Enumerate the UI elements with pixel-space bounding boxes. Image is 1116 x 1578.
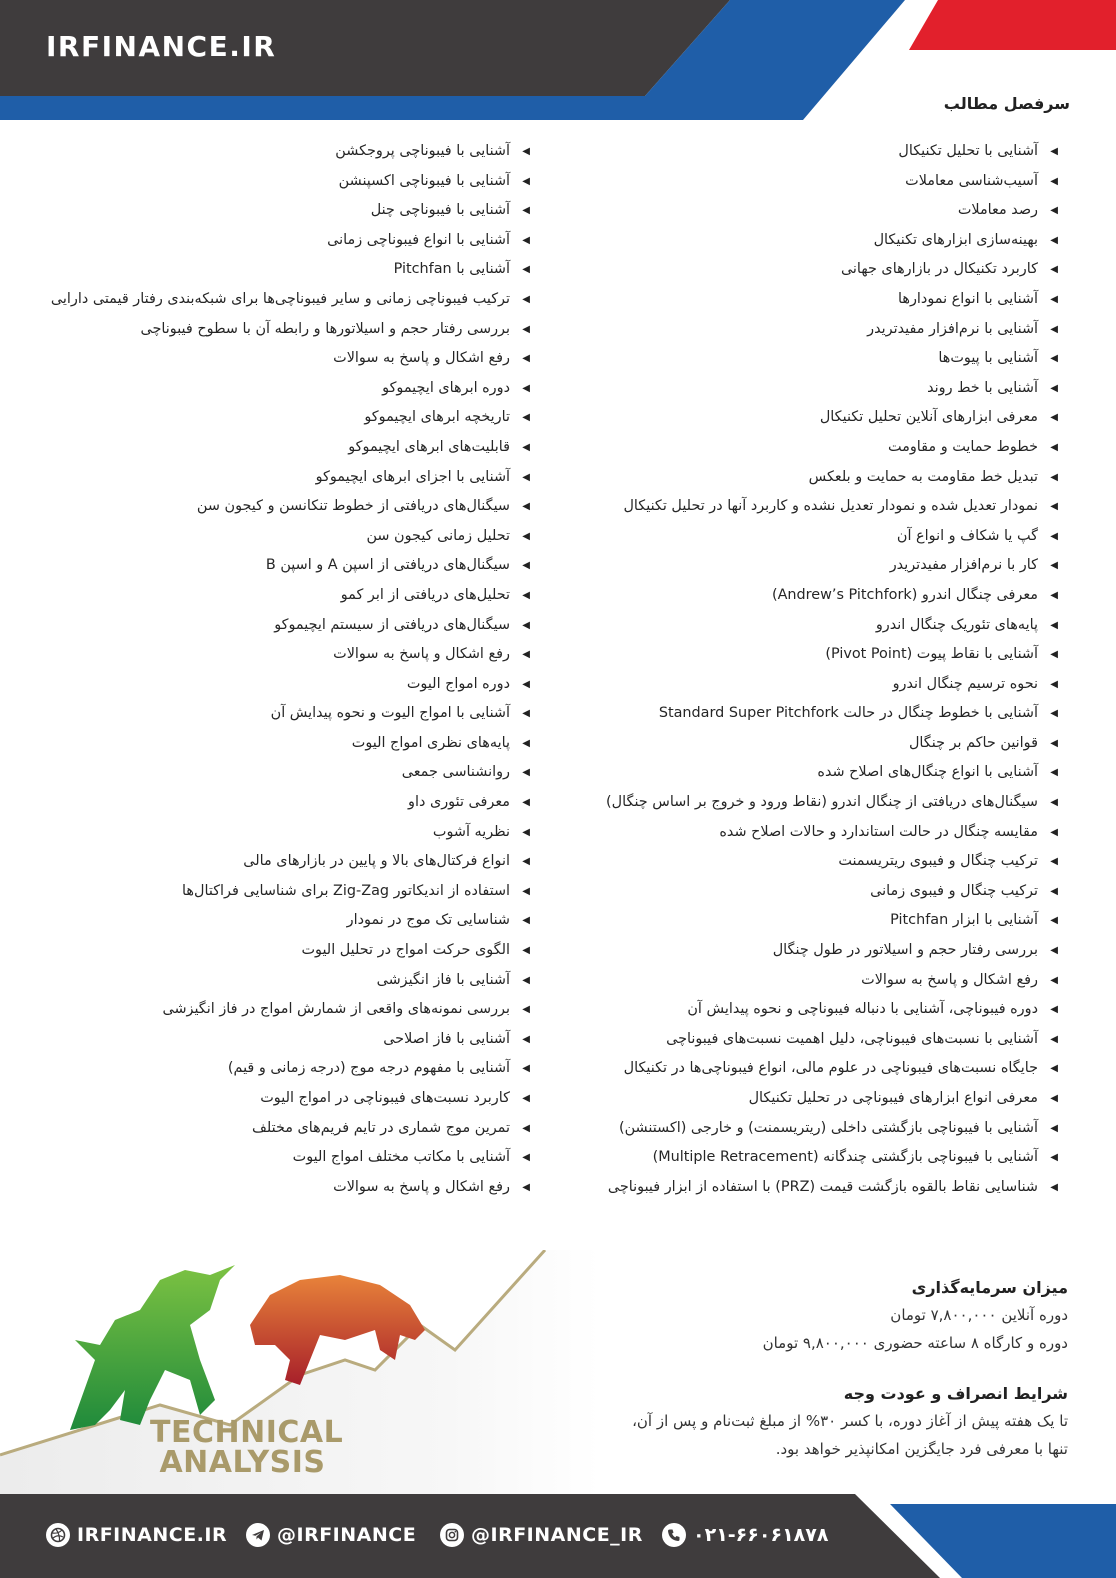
toc-right-item-text: آشنایی با تحلیل تکنیکال (898, 143, 1038, 159)
toc-right-item (558, 167, 1058, 197)
toc-right-item-text: دوره فیبوناچی، آشنایی با دنباله فیبوناچی و نحوه پیدایش آن (687, 1001, 1038, 1018)
dribbble-icon (46, 1523, 70, 1547)
toc-left-item-text: آشنایی با مفهوم درجه موج (درجه زمانی و قیم) (227, 1060, 510, 1077)
toc-right-item-text: نمودار تعدیل شده و نمودار تعدیل نشده و کاربرد آنها در تحلیل تکنیکال (623, 498, 1038, 515)
bullet-arrow-icon: ◀ (1050, 382, 1058, 394)
bullet-arrow-icon: ◀ (1050, 264, 1058, 276)
bullet-arrow-icon: ◀ (1050, 441, 1058, 453)
toc-left-item (10, 699, 530, 729)
toc-left-item-text: آشنایی با فیبوناچی چنل (370, 202, 510, 219)
toc-right-item-text: مقایسه چنگال در حالت استاندارد و حالات اصلاح شده (719, 823, 1038, 840)
toc-right-item (558, 936, 1058, 966)
toc-right-item (558, 699, 1058, 729)
toc-left-item (10, 847, 530, 877)
toc-right-item (558, 758, 1058, 788)
toc-right-item (558, 1054, 1058, 1084)
toc-right-item-text: آشنایی با نقاط پیوت (Pivot Point) (825, 646, 1038, 663)
toc-left-item (10, 995, 530, 1025)
bullet-arrow-icon: ◀ (522, 1122, 530, 1134)
bullet-arrow-icon: ◀ (1050, 589, 1058, 601)
toc-left-item-text: آشنایی با فیبوناچی اکسپنشن (338, 172, 510, 189)
toc-right-item-text: رصد معاملات (957, 202, 1038, 219)
toc-right-item (558, 877, 1058, 907)
refund-title: شرایط انصراف و عودت وجه (843, 1384, 1068, 1403)
toc-left-item (10, 255, 530, 285)
toc-left-item-text: تحلیل‌های دریافتی از ابر کمو (340, 586, 510, 603)
bullet-arrow-icon: ◀ (1050, 412, 1058, 424)
toc-right-item-text: کار با نرم‌افزار مفیدتریدر (889, 557, 1038, 574)
footer-telegram[interactable] (246, 1523, 416, 1547)
bullet-arrow-icon: ◀ (522, 560, 530, 572)
bullet-arrow-icon: ◀ (522, 678, 530, 690)
bullet-arrow-icon: ◀ (1050, 293, 1058, 305)
toc-right-item-text: ترکیب چنگال و فیبوی ریتریسمنت (838, 853, 1038, 870)
bullet-arrow-icon: ◀ (1050, 945, 1058, 957)
toc-left-item-text: تحلیل زمانی کیجون سن (366, 527, 510, 544)
toc-left-item-text: آشنایی با مکاتب مختلف امواج الیوت (292, 1149, 510, 1166)
bullet-arrow-icon: ◀ (1050, 1004, 1058, 1016)
bullet-arrow-icon: ◀ (522, 441, 530, 453)
bullet-arrow-icon: ◀ (1050, 175, 1058, 187)
toc-left-item (10, 344, 530, 374)
toc-left-item (10, 640, 530, 670)
bullet-arrow-icon: ◀ (1050, 501, 1058, 513)
technical-analysis-logo (150, 1415, 344, 1480)
toc-left-item (10, 966, 530, 996)
bullet-arrow-icon: ◀ (522, 797, 530, 809)
toc-left-item (10, 433, 530, 463)
toc-right-item-text: معرفی انواع ابزارهای فیبوناچی در تحلیل تکنیکال (748, 1090, 1038, 1106)
toc-left-item-text: کاربرد نسبت‌های فیبوناچی در امواج الیوت (260, 1090, 510, 1106)
toc-right-item (558, 522, 1058, 552)
toc-left-item (10, 670, 530, 700)
bullet-arrow-icon: ◀ (522, 619, 530, 631)
toc-right-item-text: آشنایی با فیبوناچی بازگشتی چندگانه (Multiple Retracement) (652, 1149, 1038, 1166)
bullet-arrow-icon: ◀ (522, 471, 530, 483)
bullet-arrow-icon: ◀ (1050, 1152, 1058, 1164)
ta-line-1: TECHNICAL (150, 1415, 344, 1450)
bullet-arrow-icon: ◀ (522, 1004, 530, 1016)
toc-left-item-text: دوره ابرهای ایچیموکو (382, 379, 510, 396)
toc-right-item (558, 226, 1058, 256)
toc-left-item (10, 226, 530, 256)
bullet-arrow-icon: ◀ (522, 1063, 530, 1075)
section-title: سرفصل مطالب (943, 94, 1070, 113)
bullet-arrow-icon: ◀ (1050, 205, 1058, 217)
bullet-arrow-icon: ◀ (522, 1033, 530, 1045)
toc-right-item (558, 670, 1058, 700)
toc-right-item-text: کاربرد تکنیکال در بازارهای جهانی (840, 261, 1038, 278)
toc-left-item (10, 906, 530, 936)
toc-right-item (558, 315, 1058, 345)
bullet-arrow-icon: ◀ (1050, 708, 1058, 720)
bullet-arrow-icon: ◀ (522, 1093, 530, 1104)
toc-left-item-text: تاریخچه ابرهای ایچیموکو (364, 409, 510, 426)
bullet-arrow-icon: ◀ (522, 649, 530, 661)
toc-right-item (558, 581, 1058, 611)
toc-left-item (10, 877, 530, 907)
bullet-arrow-icon: ◀ (1050, 678, 1058, 690)
toc-right-item-text: جایگاه نسبت‌های فیبوناچی در علوم مالی، انواع فیبوناچی‌ها در تکنیکال (623, 1060, 1038, 1077)
toc-left-item (10, 1173, 530, 1203)
bullet-arrow-icon: ◀ (1050, 353, 1058, 365)
toc-left-item-text: رفع اشکال و پاسخ به سوالات (333, 1178, 510, 1195)
ta-line-2: ANALYSIS (159, 1445, 326, 1480)
toc-right-item-text: آشنایی با خطوط چنگال در حالت Standard Super Pitchfork (658, 705, 1038, 722)
toc-right-item-text: نحوه ترسیم چنگال اندرو (892, 675, 1038, 692)
toc-left-item-text: سیگنال‌های دریافتی از خطوط تنکانسن و کیجون سن (196, 498, 510, 515)
toc-left-item-text: دوره امواج الیوت (406, 675, 510, 692)
toc-left-item-text: نظریه آشوب (432, 823, 510, 840)
toc-right-item (558, 196, 1058, 226)
toc-left-item-text: روانشناسی جمعی (401, 764, 510, 781)
bullet-arrow-icon: ◀ (522, 205, 530, 217)
toc-right-item (558, 374, 1058, 404)
bullet-arrow-icon: ◀ (1050, 885, 1058, 897)
toc-right-item-text: آشنایی با نسبت‌های فیبوناچی، دلیل اهمیت نسبت‌های فیبوناچی (666, 1030, 1038, 1047)
toc-left-item (10, 936, 530, 966)
bullet-arrow-icon: ◀ (522, 1181, 530, 1193)
toc-left-item (10, 818, 530, 848)
toc-left-item (10, 374, 530, 404)
toc-left-item (10, 285, 530, 315)
toc-right-item-text: خطوط حمایت و مقاومت (887, 438, 1038, 455)
toc-left-item-text: سیگنال‌های دریافتی از سیستم ایچیموکو (274, 616, 510, 633)
bullet-arrow-icon: ◀ (1050, 323, 1058, 335)
toc-left-item (10, 729, 530, 759)
toc-right-item-text: تبدیل خط مقاومت به حمایت و بلعکس (808, 468, 1038, 485)
toc-right-item (558, 906, 1058, 936)
toc-right-item (558, 1114, 1058, 1144)
toc-left-item (10, 758, 530, 788)
toc-right-item-text: شناسایی نقاط بالقوه بازگشت قیمت (PRZ) با استفاده از ابزار فیبوناچی (607, 1178, 1038, 1195)
toc-right-item (558, 788, 1058, 818)
bullet-arrow-icon: ◀ (522, 501, 530, 513)
toc-right-item (558, 1143, 1058, 1173)
toc-left-item (10, 1114, 530, 1144)
toc-left-item-text: معرفی تئوری داو (408, 794, 510, 811)
website-text: IRFINANCE.IR (77, 1524, 228, 1546)
phone-text: ۰۲۱-۶۶۰۶۱۸۷۸ (693, 1524, 829, 1546)
toc-right-item (558, 1084, 1058, 1114)
toc-left-item-text: تمرین موج شماری در تایم فریم‌های مختلف (251, 1119, 510, 1136)
bullet-arrow-icon: ◀ (522, 945, 530, 957)
toc-left-item-text: بررسی نمونه‌های واقعی از شمارش امواج در فاز انگیزشی (162, 1001, 510, 1018)
bullet-arrow-icon: ◀ (1050, 1063, 1058, 1075)
toc-right-item (558, 1025, 1058, 1055)
toc-right-item-text: آشنایی با پیوت‌ها (938, 350, 1038, 367)
toc-left-item-text: رفع اشکال و پاسخ به سوالات (333, 646, 510, 663)
bullet-arrow-icon: ◀ (1050, 767, 1058, 779)
toc-left-item-text: انواع فرکتال‌های بالا و پایین در بازارهای مالی (243, 853, 510, 870)
toc-left-item-text: رفع اشکال و پاسخ به سوالات (333, 350, 510, 367)
toc-left-item-text: قابلیت‌های ابرهای ایچیموکو (348, 438, 510, 455)
toc-right-item-text: آشنایی با ابزار Pitchfan (890, 912, 1038, 929)
telegram-text: @IRFINANCE (277, 1524, 417, 1546)
toc-left-item (10, 167, 530, 197)
refund-line-2: تنها با معرفی فرد جایگزین امکانپذیر خواهد بود. (775, 1440, 1068, 1458)
toc-left-item-text: شناسایی تک موج در نمودار (346, 912, 510, 929)
bullet-arrow-icon: ◀ (1050, 1181, 1058, 1193)
toc-left-item (10, 1084, 530, 1114)
toc-left-item (10, 1025, 530, 1055)
toc-right-item (558, 551, 1058, 581)
bullet-arrow-icon: ◀ (522, 708, 530, 720)
toc-right-item-text: پایه‌های تئوریک چنگال اندرو (875, 616, 1038, 633)
bullet-arrow-icon: ◀ (1050, 974, 1058, 986)
bullet-arrow-icon: ◀ (1050, 826, 1058, 838)
bullet-arrow-icon: ◀ (522, 589, 530, 601)
toc-left-item-text: آشنایی با اجزای ابرهای ایچیموکو (315, 468, 510, 485)
bullet-arrow-icon: ◀ (1050, 530, 1058, 542)
toc-right-item (558, 492, 1058, 522)
toc-left-item (10, 1143, 530, 1173)
footer-instagram[interactable] (440, 1523, 643, 1547)
toc-right-item-text: رفع اشکال و پاسخ به سوالات (861, 971, 1038, 988)
bullet-arrow-icon: ◀ (522, 293, 530, 305)
instagram-text: @IRFINANCE_IR (471, 1524, 643, 1546)
investment-section (528, 1278, 1068, 1357)
toc-right-item-text: آشنایی با خط روند (927, 379, 1038, 396)
toc-left-item-text: پایه‌های نظری امواج الیوت (351, 734, 510, 751)
bullet-arrow-icon: ◀ (522, 915, 530, 927)
bullet-arrow-icon: ◀ (522, 382, 530, 394)
toc-right-item-text: بهینه‌سازی ابزارهای تکنیکال (873, 231, 1038, 248)
footer-phone[interactable] (662, 1523, 828, 1547)
toc-left-item (10, 551, 530, 581)
bullet-arrow-icon: ◀ (1050, 471, 1058, 483)
bullet-arrow-icon: ◀ (1050, 619, 1058, 631)
toc-right-item (558, 285, 1058, 315)
toc-right-item-text: معرفی ابزارهای آنلاین تحلیل تکنیکال (819, 409, 1038, 426)
toc-right-item-text: بررسی رفتار حجم و اسیلاتور در طول چنگال (772, 942, 1038, 959)
toc-right-item (558, 1173, 1058, 1203)
bullet-arrow-icon: ◀ (522, 175, 530, 187)
phone-icon (662, 1523, 686, 1547)
bullet-arrow-icon: ◀ (1050, 649, 1058, 661)
bullet-arrow-icon: ◀ (1050, 915, 1058, 927)
toc-left-item-text: ترکیب فیبوناچی زمانی و سایر فیبوناچی‌ها برای شبکه‌بندی رفتار قیمتی دارایی (50, 290, 510, 307)
bullet-arrow-icon: ◀ (522, 885, 530, 897)
toc-right-item (558, 995, 1058, 1025)
toc-left-item (10, 196, 530, 226)
bullet-arrow-icon: ◀ (522, 353, 530, 365)
bullet-arrow-icon: ◀ (522, 737, 530, 749)
toc-left-item (10, 137, 530, 167)
toc-right-item-text: آشنایی با انواع چنگال‌های اصلاح شده (817, 764, 1038, 781)
toc-left-item (10, 522, 530, 552)
bullet-arrow-icon: ◀ (522, 264, 530, 276)
footer-website[interactable] (46, 1523, 227, 1547)
bullet-arrow-icon: ◀ (1050, 1033, 1058, 1045)
bullet-arrow-icon: ◀ (1050, 797, 1058, 809)
toc-left-item-text: آشنایی با انواع فیبوناچی زمانی (327, 231, 510, 248)
bullet-arrow-icon: ◀ (1050, 146, 1058, 157)
bullet-arrow-icon: ◀ (1050, 856, 1058, 868)
bullet-arrow-icon: ◀ (522, 1152, 530, 1164)
bullet-arrow-icon: ◀ (522, 323, 530, 335)
bullet-arrow-icon: ◀ (522, 234, 530, 246)
toc-right-item (558, 403, 1058, 433)
telegram-icon (246, 1523, 270, 1547)
toc-list-left (10, 137, 530, 1202)
bullet-arrow-icon: ◀ (1050, 560, 1058, 572)
toc-right-item (558, 729, 1058, 759)
bullet-arrow-icon: ◀ (1050, 1093, 1058, 1104)
toc-left-item (10, 492, 530, 522)
bullet-arrow-icon: ◀ (1050, 1122, 1058, 1134)
toc-left-item-text: آشنایی با فاز انگیزشی (376, 971, 510, 988)
toc-left-item (10, 403, 530, 433)
toc-right-item-text: قوانین حاکم بر چنگال (908, 734, 1038, 751)
toc-left-item-text: الگوی حرکت امواج در تحلیل الیوت (301, 942, 510, 959)
bullet-arrow-icon: ◀ (522, 974, 530, 986)
instagram-icon (440, 1523, 464, 1547)
toc-right-item-text: گپ یا شکاف و انواع آن (896, 527, 1038, 544)
toc-left-item (10, 581, 530, 611)
toc-right-item-text: آسیب‌شناسی معاملات (905, 172, 1038, 189)
toc-left-item (10, 463, 530, 493)
bullet-arrow-icon: ◀ (522, 826, 530, 838)
bullet-arrow-icon: ◀ (1050, 737, 1058, 749)
toc-right-item (558, 255, 1058, 285)
bullet-arrow-icon: ◀ (522, 767, 530, 779)
toc-left-item-text: بررسی رفتار حجم و اسیلاتورها و رابطه آن با سطوح فیبوناچی (140, 320, 510, 337)
toc-left-item (10, 788, 530, 818)
toc-left-item-text: سیگنال‌های دریافتی از اسپن A و اسپن B (265, 557, 510, 574)
toc-right-item (558, 344, 1058, 374)
refund-line-1: تا یک هفته پیش از آغاز دوره، با کسر ۳۰% از مبلغ ثبت‌نام و پس از آن، (632, 1412, 1068, 1430)
toc-left-item-text: آشنایی با فیبوناچی پروجکشن (335, 143, 510, 159)
bullet-arrow-icon: ◀ (1050, 234, 1058, 246)
toc-right-item (558, 611, 1058, 641)
toc-list-right (558, 137, 1058, 1202)
investment-online: دوره آنلاین ۷,۸۰۰,۰۰۰ تومان (890, 1306, 1068, 1324)
toc-right-item-text: آشنایی با انواع نمودارها (897, 290, 1038, 307)
toc-left-item-text: استفاده از اندیکاتور Zig-Zag برای شناسایی فراکتال‌ها (182, 882, 510, 899)
bullet-arrow-icon: ◀ (522, 412, 530, 424)
toc-right-item (558, 966, 1058, 996)
toc-right-item-text: آشنایی با فیبوناچی بازگشتی داخلی (ریتریسمنت) و خارجی (اکستنشن) (618, 1119, 1038, 1136)
toc-right-item-text: ترکیب چنگال و فیبوی زمانی (870, 882, 1038, 899)
toc-right-item (558, 818, 1058, 848)
bullet-arrow-icon: ◀ (522, 146, 530, 157)
toc-right-item (558, 137, 1058, 167)
refund-section (508, 1384, 1068, 1463)
toc-right-item-text: سیگنال‌های دریافتی از چنگال اندرو (نقاط ورود و خروج بر اساس چنگال) (606, 794, 1038, 811)
toc-left-item-text: آشنایی با امواج الیوت و نحوه پیدایش آن (270, 705, 510, 722)
toc-right-item (558, 847, 1058, 877)
investment-inperson: دوره و کارگاه ۸ ساعته حضوری ۹,۸۰۰,۰۰۰ تومان (762, 1334, 1068, 1352)
toc-left-item-text: آشنایی با فاز اصلاحی (383, 1030, 510, 1047)
toc-right-item (558, 463, 1058, 493)
investment-title: میزان سرمایه‌گذاری (911, 1278, 1068, 1297)
toc-left-item (10, 315, 530, 345)
toc-right-item (558, 433, 1058, 463)
toc-left-item (10, 611, 530, 641)
bullet-arrow-icon: ◀ (522, 530, 530, 542)
brand-logo-text[interactable]: IRFINANCE.IR (46, 30, 277, 63)
toc-right-item-text: آشنایی با نرم‌افزار مفیدتریدر (867, 320, 1038, 337)
toc-right-item-text: معرفی چنگال اندرو (Andrew’s Pitchfork) (771, 586, 1038, 603)
toc-left-item-text: آشنایی با Pitchfan (393, 261, 510, 278)
toc-right-item (558, 640, 1058, 670)
bullet-arrow-icon: ◀ (522, 856, 530, 868)
toc-left-item (10, 1054, 530, 1084)
